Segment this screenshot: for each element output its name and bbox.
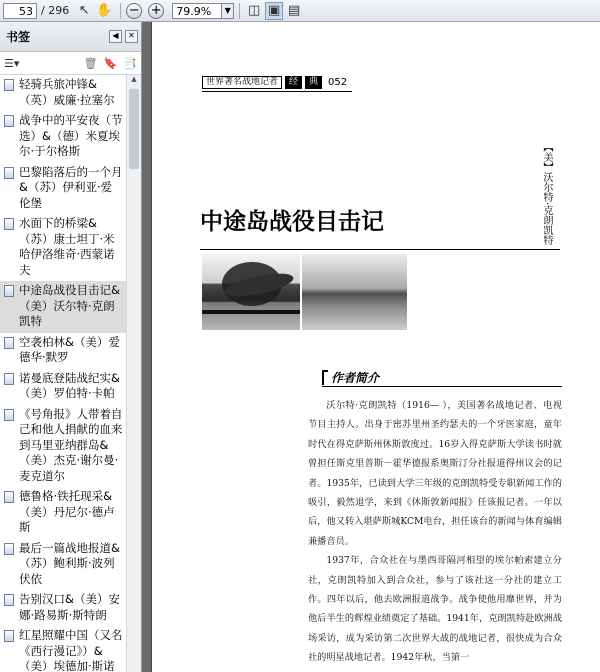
bookmark-icon (4, 543, 14, 555)
battle-photo-smoke (202, 254, 300, 330)
bookmark-label: 巴黎陷落后的一个月&（苏）伊利亚·爱伦堡 (19, 164, 123, 210)
bookmark-list (0, 75, 126, 672)
header-rule (202, 91, 352, 92)
bookmark-item[interactable] (0, 333, 126, 369)
page-header (202, 76, 347, 89)
bookmark-icon (4, 491, 14, 503)
zoom-input[interactable]: 79.9% (172, 3, 222, 19)
section-heading (322, 369, 379, 386)
bookmark-label: 最后一篇战地报道&（苏）鲍利斯·波列伏依 (19, 540, 120, 586)
bookmarks-title: 书签 (6, 30, 31, 44)
bookmarks-panel (0, 22, 142, 672)
series-title: 世界著名战地记者 (202, 76, 282, 89)
bookmark-label: 诺曼底登陆战纪实&（美）罗伯特·卡帕 (19, 370, 120, 400)
bookmark-icon (4, 167, 14, 179)
header-tag: 典 (305, 76, 322, 89)
continuous-page-icon[interactable]: ▤ (288, 3, 301, 18)
bookmark-icon (4, 218, 14, 230)
bookmark-item[interactable] (0, 405, 126, 488)
bookmark-icon (4, 337, 14, 349)
scroll-up-icon[interactable]: ▲ (131, 75, 137, 83)
bookmark-item[interactable] (0, 626, 126, 672)
close-panel-icon[interactable]: ✕ (125, 30, 138, 43)
section-mark (322, 370, 328, 385)
bookmark-item[interactable] (0, 487, 126, 539)
paragraph: 沃尔特·克朗凯特（1916— ），美国著名战地记者、电视节目主持人。出身于密苏里州圣约瑟夫的一个牙医家庭，童年时代在得克萨斯州休斯敦度过。16岁入得克萨斯大学读书时就曾担任斯克里普斯－霍华德报系奥斯汀分社报道得州议会的记者。1935年，已读到大学三年级的克朗凯特受专职新闻工作的吸引，毅然退学，来到《休斯敦新闻报》任该报记者。一年以后，他又转入堪萨斯城KCM电台，担任该台的新闻与体育编辑兼播音员。 (308, 400, 562, 547)
bookmark-label: 空袭柏林&（美）爱德华·默罗 (19, 334, 120, 364)
paragraph: 1937年，合众社在与墨西哥隔河相望的埃尔帕索建立分社，克朗凯特加入到合众社，参与了该社这一分社的建立工作。四年以后，他去欧洲报道战争。战争使他用靡世界，并为他后半生的辉煌业绩奠定了基础。1941年，克朗凯特赴欧洲战场采访，成为采访第二次世界大战的战地记者，很快成为合众社的明星战地记者。1942年秋，当第一 (308, 555, 562, 664)
bookmark-icon (4, 594, 14, 606)
toolbar-divider (239, 3, 240, 19)
ship-silhouette (202, 310, 300, 314)
bookmark-label: 战争中的平安夜（节选）&（德）米夏埃尔·于尔格斯 (19, 113, 123, 158)
new-bookmark-icon[interactable]: 🔖 (103, 56, 118, 70)
bookmark-item[interactable] (0, 369, 126, 405)
bookmark-item[interactable] (0, 163, 126, 215)
page-number: 052 (328, 77, 348, 88)
section-rule (322, 386, 562, 387)
delete-bookmark-icon[interactable]: 🗑 (83, 56, 98, 70)
bookmarks-toolbar (0, 52, 141, 75)
bookmark-item[interactable] (0, 111, 126, 163)
bookmark-icon (4, 115, 14, 127)
bookmark-item[interactable] (0, 75, 126, 111)
bookmark-icon (4, 373, 14, 385)
bookmark-item[interactable] (0, 590, 126, 626)
toolbar-divider (120, 3, 121, 19)
bookmarks-scrollbar[interactable] (126, 75, 141, 672)
bookmark-label: 水面下的桥梁&（苏）康士坦丁·米哈伊洛维奇·西蒙诺夫 (19, 216, 115, 277)
bookmark-label: 《号角报》人带着自己和他人捐献的血来到马里亚纳群岛&（美）杰克·谢尔曼·麦克道尔 (19, 406, 123, 483)
author-side-label: 【美】沃尔特·克朗凯特 (541, 142, 552, 246)
fit-page-icon[interactable]: ▣ (265, 2, 283, 20)
select-cursor-icon[interactable]: ↖ (78, 3, 90, 18)
title-rule (200, 249, 560, 250)
zoom-in-icon[interactable]: + (148, 3, 164, 19)
zoom-dropdown-icon[interactable]: ▼ (222, 3, 234, 19)
article-body (308, 396, 562, 668)
bookmark-item[interactable] (0, 214, 126, 281)
page-number-input[interactable]: 53 (3, 3, 37, 19)
scrollbar-thumb[interactable] (129, 89, 139, 169)
bookmark-label: 德鲁格·铁托现采&（美）丹尼尔·德卢斯 (19, 489, 115, 534)
bookmark-item[interactable] (0, 539, 126, 591)
bookmark-label: 轻骑兵旅冲锋&（英）威廉·拉塞尔 (19, 77, 115, 107)
document-page (152, 22, 600, 672)
bookmark-icon (4, 285, 14, 297)
toolbar (0, 0, 600, 22)
collapse-panel-icon[interactable]: ◀ (109, 30, 122, 43)
battle-photo-sea (302, 254, 407, 330)
article-title: 中途岛战役目击记 (200, 208, 384, 235)
hand-tool-icon[interactable]: ✋ (96, 3, 113, 18)
bookmark-icon (4, 409, 14, 421)
bookmark-label: 红星照耀中国（又名《西行漫记》）&（美）埃德加·斯诺 (19, 628, 123, 672)
header-tag: 经 (285, 76, 302, 89)
options-menu-icon[interactable]: ☰▾ (4, 56, 20, 70)
bookmark-label: 告别汉口&（美）安娜·路易斯·斯特朗 (19, 592, 120, 622)
bookmark-item-selected[interactable] (0, 281, 126, 333)
bookmark-icon (4, 630, 14, 642)
fit-width-icon[interactable]: ◫ (248, 3, 261, 18)
bookmarks-header (0, 22, 141, 52)
bookmark-label: 中途岛战役目击记&（美）沃尔特·克朗凯特 (19, 283, 120, 328)
expand-bookmark-icon[interactable]: 📑 (123, 56, 137, 70)
bookmark-icon (4, 79, 14, 91)
page-total: / 296 (41, 4, 70, 17)
zoom-out-icon[interactable]: − (126, 3, 142, 19)
section-title: 作者简介 (331, 371, 380, 385)
